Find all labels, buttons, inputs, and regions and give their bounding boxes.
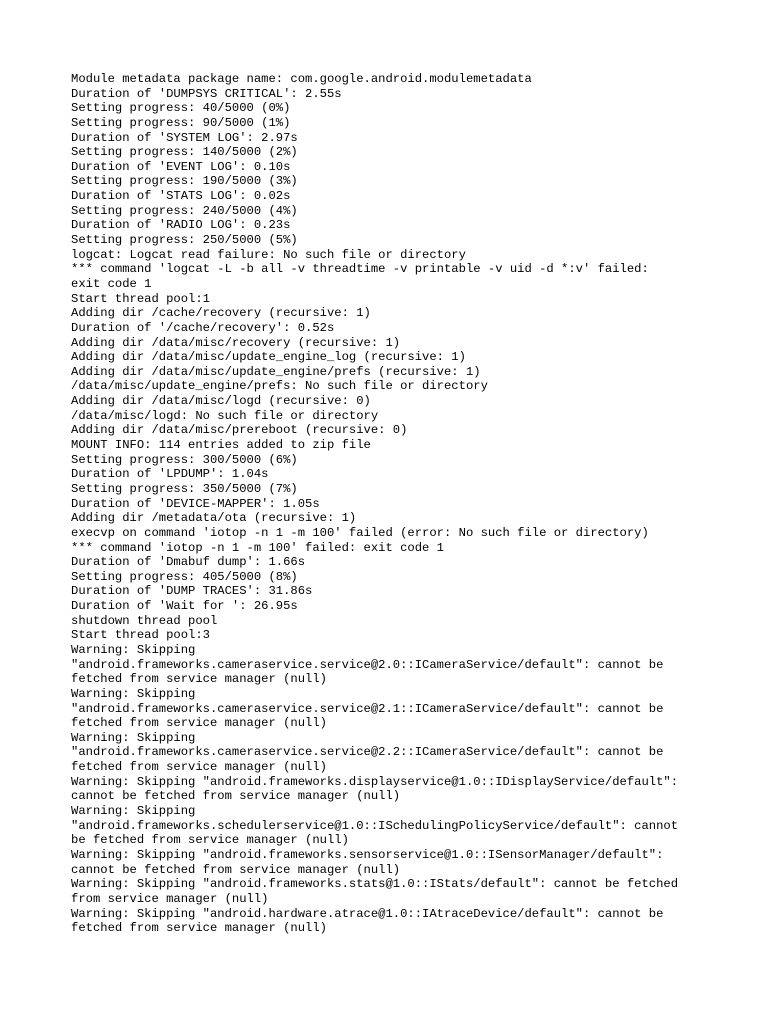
log-line: Adding dir /metadata/ota (recursive: 1) (71, 511, 357, 526)
log-line: shutdown thread pool (71, 613, 218, 628)
log-line: Warning: Skipping "android.frameworks.displayservice@1.0::IDisplayService/default": (71, 774, 679, 789)
log-line: *** command 'logcat -L -b all -v threadtime -v printable -v uid -d *:v' failed: (71, 262, 649, 277)
log-line: Warning: Skipping (71, 686, 196, 701)
log-line: Adding dir /data/misc/update_engine_log (recursive: 1) (71, 350, 466, 365)
log-line: Warning: Skipping "android.frameworks.stats@1.0::IStats/default": cannot be fetched (71, 877, 679, 892)
log-line: Adding dir /data/misc/recovery (recursive: 1) (71, 335, 401, 350)
log-line: "android.frameworks.schedulerservice@1.0::ISchedulingPolicyService/default": cannot (71, 818, 679, 833)
log-line: *** command 'iotop -n 1 -m 100' failed: exit code 1 (71, 540, 444, 555)
log-line: Duration of 'DUMP TRACES': 31.86s (71, 584, 313, 599)
log-line: Duration of 'EVENT LOG': 0.10s (71, 159, 291, 174)
log-line: /data/misc/update_engine/prefs: No such file or directory (71, 379, 488, 394)
log-line: Warning: Skipping (71, 804, 196, 819)
log-line: Setting progress: 40/5000 (0%) (71, 101, 291, 116)
log-line: Duration of 'SYSTEM LOG': 2.97s (71, 130, 298, 145)
log-line: Duration of 'RADIO LOG': 0.23s (71, 218, 291, 233)
log-line: Adding dir /cache/recovery (recursive: 1) (71, 306, 371, 321)
log-line: Duration of 'Dmabuf dump': 1.66s (71, 555, 306, 570)
log-line: Duration of 'DEVICE-MAPPER': 1.05s (71, 496, 320, 511)
log-line: exit code 1 (71, 276, 152, 291)
log-line: Duration of '/cache/recovery': 0.52s (71, 320, 335, 335)
log-line: logcat: Logcat read failure: No such file or directory (71, 247, 466, 262)
log-line: "android.frameworks.cameraservice.service@2.2::ICameraService/default": cannot be (71, 745, 664, 760)
log-line: Warning: Skipping (71, 642, 196, 657)
log-line: Start thread pool:1 (71, 291, 210, 306)
log-line: Setting progress: 350/5000 (7%) (71, 481, 298, 496)
log-line: /data/misc/logd: No such file or directory (71, 408, 379, 423)
log-line: cannot be fetched from service manager (null) (71, 789, 401, 804)
log-line: Warning: Skipping "android.frameworks.sensorservice@1.0::ISensorManager/default": (71, 847, 664, 862)
log-line: fetched from service manager (null) (71, 921, 327, 936)
log-line: fetched from service manager (null) (71, 716, 327, 731)
log-line: Setting progress: 240/5000 (4%) (71, 203, 298, 218)
log-line: Adding dir /data/misc/update_engine/prefs (recursive: 1) (71, 364, 481, 379)
log-line: "android.frameworks.cameraservice.service@2.1::ICameraService/default": cannot be (71, 701, 664, 716)
log-line: Duration of 'DUMPSYS CRITICAL': 2.55s (71, 86, 342, 101)
log-line: MOUNT INFO: 114 entries added to zip file (71, 438, 371, 453)
log-line: cannot be fetched from service manager (null) (71, 862, 401, 877)
log-line: Duration of 'Wait for ': 26.95s (71, 599, 298, 614)
log-line: Adding dir /data/misc/logd (recursive: 0) (71, 394, 371, 409)
log-line: Setting progress: 300/5000 (6%) (71, 452, 298, 467)
log-line: execvp on command 'iotop -n 1 -m 100' failed (error: No such file or directory) (71, 525, 649, 540)
log-line: Warning: Skipping "android.hardware.atrace@1.0::IAtraceDevice/default": cannot be (71, 906, 664, 921)
log-line: Setting progress: 405/5000 (8%) (71, 569, 298, 584)
log-line: from service manager (null) (71, 891, 269, 906)
log-line: "android.frameworks.cameraservice.service@2.0::ICameraService/default": cannot be (71, 657, 664, 672)
log-line: fetched from service manager (null) (71, 672, 327, 687)
log-line: fetched from service manager (null) (71, 760, 327, 775)
log-line: Adding dir /data/misc/prereboot (recursive: 0) (71, 423, 408, 438)
log-line: Setting progress: 140/5000 (2%) (71, 145, 298, 160)
log-line: Warning: Skipping (71, 730, 196, 745)
log-line: Module metadata package name: com.google.android.modulemetadata (71, 72, 532, 86)
log-text-block (71, 72, 711, 936)
log-line: Setting progress: 250/5000 (5%) (71, 233, 298, 248)
log-line: Setting progress: 190/5000 (3%) (71, 174, 298, 189)
log-line: be fetched from service manager (null) (71, 833, 349, 848)
log-line: Duration of 'STATS LOG': 0.02s (71, 189, 291, 204)
log-line: Duration of 'LPDUMP': 1.04s (71, 467, 269, 482)
log-line: Start thread pool:3 (71, 628, 210, 643)
log-line: Setting progress: 90/5000 (1%) (71, 115, 291, 130)
